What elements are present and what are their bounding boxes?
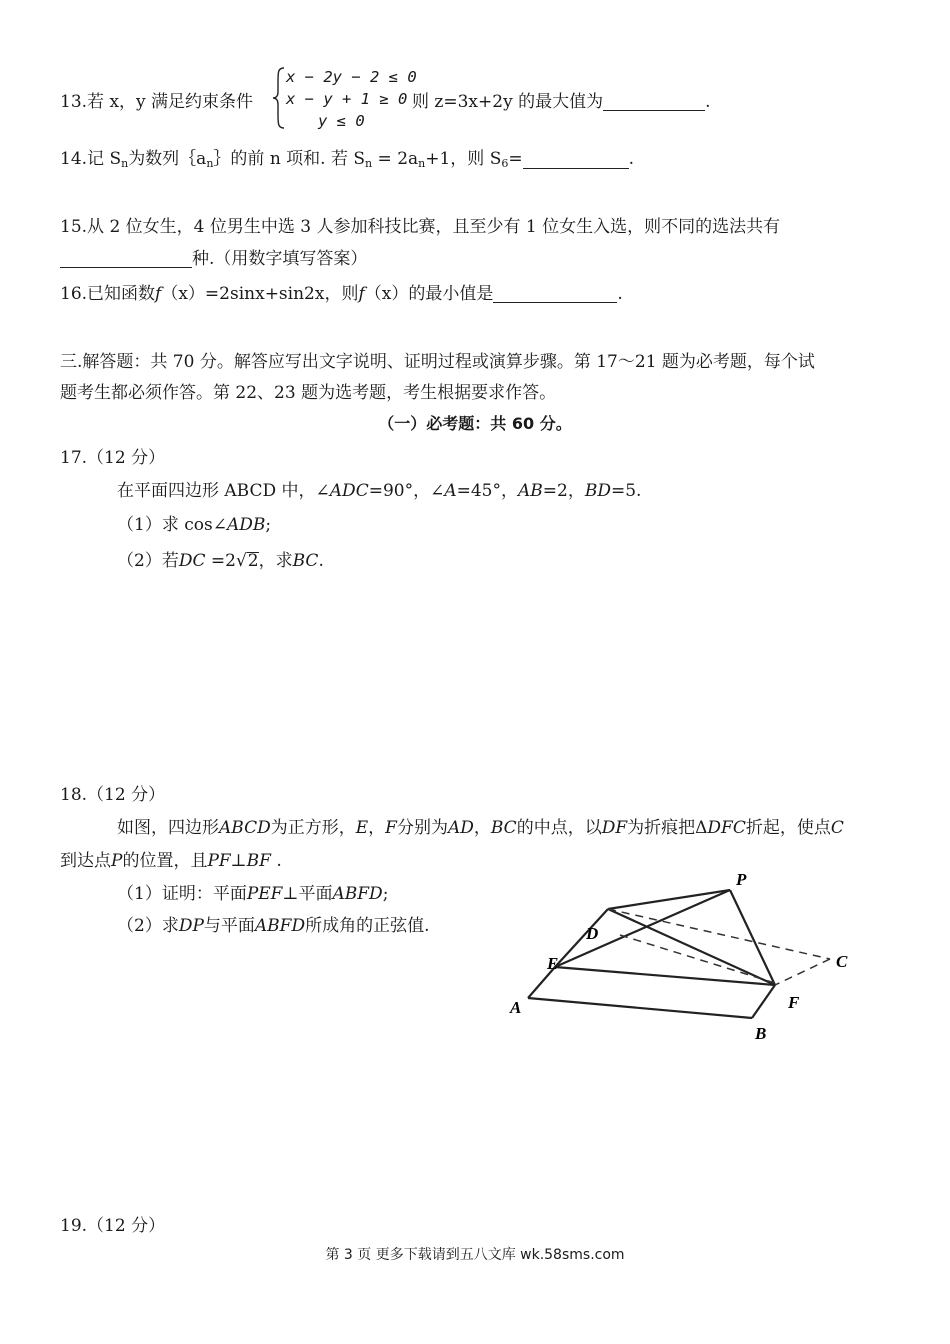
q18-text: 的位置，且 xyxy=(122,851,208,871)
q18-var: ABCD xyxy=(219,818,271,838)
sqrt-icon: √ xyxy=(235,551,247,571)
answer-blank-15[interactable] xyxy=(60,251,192,268)
q17-text: ，求 xyxy=(258,551,293,571)
q18-text: ， xyxy=(368,818,386,838)
q18-text: 如图，四边形 xyxy=(117,818,219,838)
q18-var: F xyxy=(385,818,397,838)
q18-var: ABFD xyxy=(254,916,306,936)
section3-line2: 题考生都必须作答。第 22、23 题为选考题，考生根据要求作答。 xyxy=(60,383,557,403)
q17-text: （1）求 cos∠ xyxy=(117,515,227,535)
constraint-3: y ≤ 0 xyxy=(318,112,365,130)
q13-prefix: 13.若 x，y 满足约束条件 xyxy=(60,92,254,112)
subscript: n xyxy=(365,157,373,170)
q18-text: 为折痕把Δ xyxy=(627,818,708,838)
q18-head: 18.（12 分） xyxy=(60,785,166,805)
q18-text: （2）求 xyxy=(117,916,179,936)
q18-line2 xyxy=(60,853,282,870)
label-B: B xyxy=(755,1024,767,1043)
q18-text: 的中点，以 xyxy=(516,818,602,838)
q18-part2 xyxy=(117,918,430,935)
q17-var: A xyxy=(444,481,457,501)
q16-text: 16.已知函数f（x）=2sinx+sin2x，则f（x）的最小值是 . xyxy=(60,284,623,304)
q14-text: 14.记 $S_n$为数列$\{a_n\}$的前 n 项和. 若 $S_n = 2a_n+1$，则 $S_6=$ . xyxy=(60,149,635,170)
q18-text: ; xyxy=(382,884,389,904)
q18-var: DP xyxy=(178,916,204,936)
q18-text: ， xyxy=(473,818,491,838)
q18-text: 所成角的正弦值. xyxy=(305,916,430,936)
q14-part: ｝的前 n 项和. 若 S xyxy=(213,149,366,169)
q13-suffix: 则 z=3x+2y 的最大值为 . xyxy=(412,92,711,112)
q18-text: 为正方形， xyxy=(270,818,356,838)
q18-var: P xyxy=(111,851,123,871)
label-A: A xyxy=(510,998,522,1017)
q17-var: BC xyxy=(292,551,319,571)
section-subtitle: （一）必考题：共 60 分。 xyxy=(378,414,572,433)
q17-head: 17.（12 分） xyxy=(60,448,166,468)
page-footer: 第 3 页 更多下载请到五八文库 wk.58sms.com xyxy=(325,1247,625,1263)
edge-AB xyxy=(528,998,752,1018)
q18-text: . xyxy=(270,851,282,871)
q14-part: +1，则 S xyxy=(425,149,502,169)
answer-blank-14[interactable] xyxy=(523,152,629,169)
q14-part: = 2a xyxy=(372,149,419,169)
constraint-2: x − y + 1 ≥ 0 xyxy=(286,90,408,108)
q18-var: ABFD xyxy=(332,884,383,904)
q17-text: =5. xyxy=(610,481,642,501)
q17-text: =45°， xyxy=(456,481,518,501)
q18-text: 与平面 xyxy=(203,916,255,936)
geometry-figure xyxy=(500,865,870,1050)
q15-suffix: 种.（用数字填写答案） xyxy=(192,249,368,269)
subscript: n xyxy=(206,157,214,170)
q18-var: AD xyxy=(447,818,474,838)
base-edge xyxy=(528,909,608,998)
q15-line2 xyxy=(60,251,367,268)
dashed-CF xyxy=(775,959,830,985)
q18-var: C xyxy=(830,818,844,838)
q17-text: 在平面四边形 ABCD 中，∠ xyxy=(117,481,330,501)
q18-var: DFC xyxy=(707,818,746,838)
edge-DP xyxy=(608,890,730,909)
q18-var: E xyxy=(355,818,369,838)
section3-line1: 三.解答题：共 70 分。解答应写出文字说明、证明过程或演算步骤。第 17～21 题为必考题，每个试 xyxy=(60,352,815,372)
q18-var: PEF xyxy=(246,884,283,904)
q16-suffix: （x）的最小值是 xyxy=(364,284,494,304)
label-F: F xyxy=(788,993,800,1012)
q15-line1: 15.从 2 位女生，4 位男生中选 3 人参加科技比赛，且至少有 1 位女生入选，则不同的选法共有 xyxy=(60,217,781,237)
q17-var: BD xyxy=(584,481,611,501)
label-P: P xyxy=(736,870,747,889)
subscript: n xyxy=(418,157,426,170)
dashed-DC xyxy=(608,909,830,959)
subscript: 6 xyxy=(501,157,509,170)
q17-text: =2， xyxy=(542,481,585,501)
q17-var: ADC xyxy=(329,481,369,501)
q17-text: =90°，∠ xyxy=(368,481,445,501)
label-C: C xyxy=(836,952,848,971)
q17-stem xyxy=(117,483,641,500)
q17-text: （2）若 xyxy=(117,551,179,571)
q17-text: =2 xyxy=(205,551,236,571)
q13-question: 则 z=3x+2y 的最大值为 xyxy=(412,92,604,112)
q18-text: 到达点 xyxy=(60,851,111,871)
q18-var: BC xyxy=(490,818,517,838)
q14-part: 为数列｛a xyxy=(128,149,207,169)
q18-text: （1）证明：平面 xyxy=(117,884,247,904)
label-E: E xyxy=(547,954,559,973)
answer-blank-13[interactable] xyxy=(603,94,705,111)
q17-part2 xyxy=(117,552,324,570)
q17-text: ; xyxy=(265,515,272,535)
q19-head: 19.（12 分） xyxy=(60,1216,166,1236)
edge-EP xyxy=(555,890,730,967)
q18-text: 折起，使点 xyxy=(745,818,831,838)
answer-blank-16[interactable] xyxy=(493,286,617,303)
subscript: n xyxy=(121,157,129,170)
q14-part: = xyxy=(508,149,523,169)
q18-var: PF⊥BF xyxy=(207,851,271,871)
q17-var: ADB xyxy=(226,515,266,535)
function-f: f xyxy=(155,284,162,304)
q18-var: DF xyxy=(601,818,628,838)
label-D: D xyxy=(586,924,599,943)
q17-text: . xyxy=(318,551,324,571)
q16-mid: （x）=2sinx+sin2x，则 xyxy=(161,284,359,304)
q16-prefix: 16.已知函数 xyxy=(60,284,156,304)
edge-BF xyxy=(752,985,775,1018)
q14-prefix: 14.记 S xyxy=(60,149,122,169)
brace-icon xyxy=(272,66,286,130)
q18-line1 xyxy=(117,820,844,837)
constraint-1: x − 2y − 2 ≤ 0 xyxy=(286,68,417,86)
dashed-DF-inner xyxy=(620,935,775,983)
sqrt-radicand: 2 xyxy=(247,551,259,571)
q18-text: 分别为 xyxy=(396,818,448,838)
q18-part1 xyxy=(117,886,388,903)
q18-text: ⊥平面 xyxy=(282,884,333,904)
q17-var: DC xyxy=(178,551,206,571)
function-f: f xyxy=(358,284,365,304)
q17-var: AB xyxy=(518,481,543,501)
q17-part1 xyxy=(117,517,271,534)
